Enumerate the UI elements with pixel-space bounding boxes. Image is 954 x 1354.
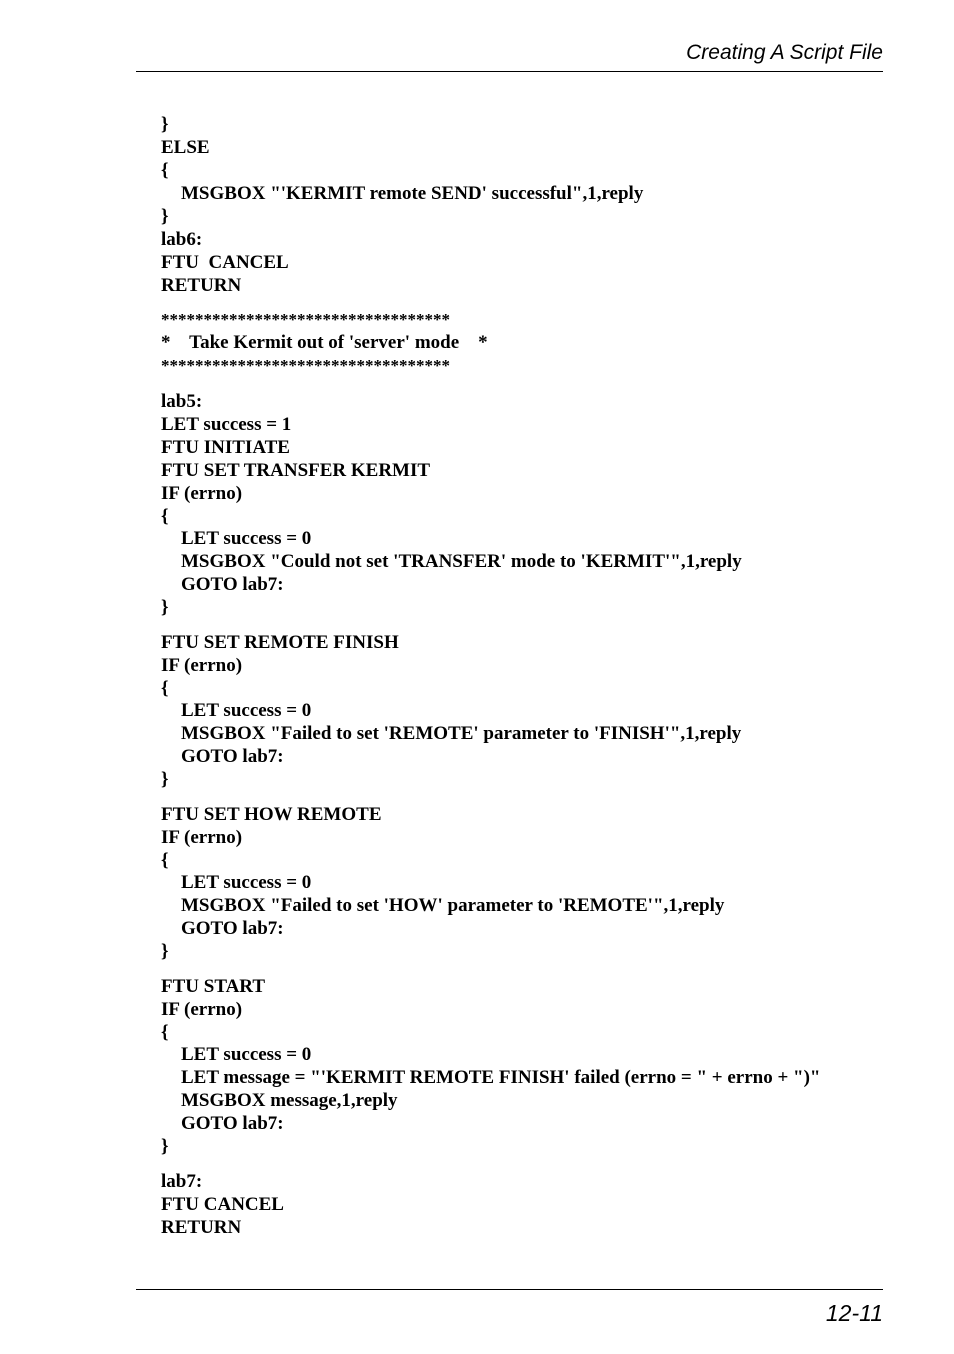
script-line: lab5: (161, 391, 203, 412)
script-line: LET success = 0 (181, 528, 312, 549)
comment-banner-bottom: ********************************** (161, 356, 450, 375)
script-line: MSGBOX "'KERMIT remote SEND' successful",1,reply (181, 183, 644, 204)
script-line: FTU SET HOW REMOTE (161, 804, 382, 825)
script-line: MSGBOX "Could not set 'TRANSFER' mode to 'KERMIT'",1,reply (181, 551, 742, 572)
script-line: MSGBOX "Failed to set 'REMOTE' parameter to 'FINISH'",1,reply (181, 723, 742, 744)
comment-banner-text: * Take Kermit out of 'server' mode * (161, 332, 488, 353)
page-number: 12-11 (825, 1300, 883, 1326)
script-line: FTU SET TRANSFER KERMIT (161, 460, 431, 481)
script-line: { (161, 678, 169, 699)
script-line: LET message = "'KERMIT REMOTE FINISH' failed (errno = " + errno + ")" (181, 1067, 821, 1088)
script-line: } (161, 597, 169, 618)
script-line: LET success = 1 (161, 414, 292, 435)
script-line: { (161, 506, 169, 527)
script-line: lab7: (161, 1171, 203, 1192)
script-line: IF (errno) (161, 483, 243, 504)
script-line: } (161, 941, 169, 962)
script-line: lab6: (161, 229, 203, 250)
script-line: FTU START (161, 976, 266, 997)
script-line: FTU CANCEL (161, 252, 289, 273)
script-line: GOTO lab7: (181, 1113, 284, 1134)
script-line: FTU INITIATE (161, 437, 290, 458)
script-line: IF (errno) (161, 655, 243, 676)
footer-divider (136, 1289, 883, 1290)
script-line: RETURN (161, 275, 242, 296)
script-line: } (161, 1136, 169, 1157)
script-line: GOTO lab7: (181, 918, 284, 939)
script-line: ELSE (161, 137, 210, 158)
script-line: MSGBOX message,1,reply (181, 1090, 398, 1111)
script-line: RETURN (161, 1217, 242, 1238)
script-line: GOTO lab7: (181, 746, 284, 767)
script-line: { (161, 160, 169, 181)
page-header-title: Creating A Script File (686, 41, 883, 64)
script-line: IF (errno) (161, 999, 243, 1020)
script-line: FTU CANCEL (161, 1194, 284, 1215)
script-line: } (161, 769, 169, 790)
script-line: } (161, 206, 169, 227)
script-line: LET success = 0 (181, 700, 312, 721)
script-line: { (161, 850, 169, 871)
comment-banner-top: ********************************** (161, 310, 450, 329)
script-line: IF (errno) (161, 827, 243, 848)
script-line: } (161, 114, 169, 135)
script-line: MSGBOX "Failed to set 'HOW' parameter to 'REMOTE'",1,reply (181, 895, 725, 916)
script-line: { (161, 1022, 169, 1043)
script-line: GOTO lab7: (181, 574, 284, 595)
script-line: LET success = 0 (181, 872, 312, 893)
script-line: FTU SET REMOTE FINISH (161, 632, 399, 653)
header-divider (136, 71, 883, 72)
script-line: LET success = 0 (181, 1044, 312, 1065)
